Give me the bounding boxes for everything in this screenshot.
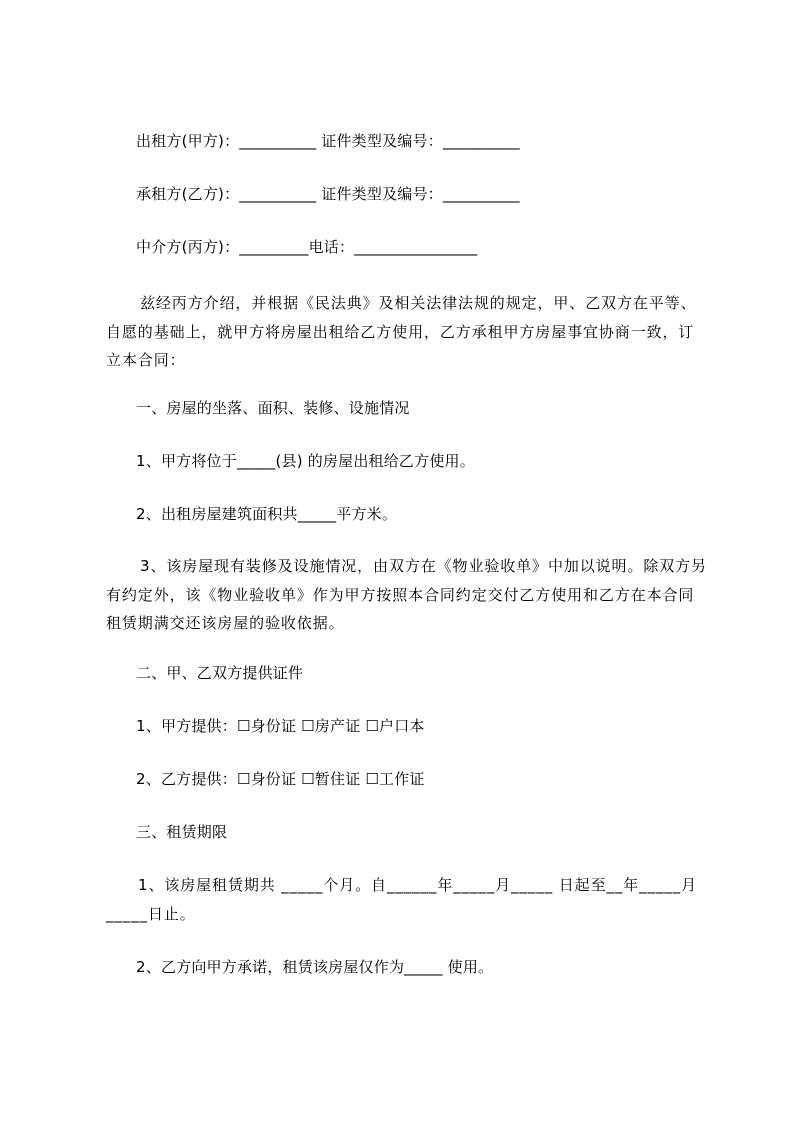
lessor-line: 出租方(甲方)：__________ 证件类型及编号：__________ (136, 132, 520, 150)
intro-line-2: 自愿的基础上，就甲方将房屋出租给乙方使用，乙方承租甲方房屋事宜协商一致，订 (106, 322, 695, 341)
section1-item3-line-2: 有约定外，该《物业验收单》作为甲方按照本合同约定交付乙方使用和乙方在本合同 (106, 585, 695, 604)
section2-item2: 2、乙方提供：☐身份证 ☐暂住证 ☐工作证 (136, 770, 425, 788)
section3-item2: 2、乙方向甲方承诺，租赁该房屋仅作为_____ 使用。 (136, 958, 494, 976)
section3-heading: 三、租赁期限 (136, 823, 228, 841)
section3-item1-line-1: 1、该房屋租赁期共 _____个月。自______年_____月_____ 日起至__年_____月 (138, 876, 698, 894)
intro-paragraph (106, 289, 706, 375)
section1-item3-line-3: 租赁期满交还该房屋的验收依据。 (106, 614, 345, 632)
section3-item1-line-2: _____日止。 (106, 904, 196, 923)
agent-line: 中介方(丙方)：_________电话：________________ (136, 238, 478, 256)
section1-item2: 2、出租房屋建筑面积共_____平方米。 (136, 505, 398, 523)
intro-line-1: 兹经丙方介绍，并根据《民法典》及相关法律法规的规定，甲、乙双方在平等、 (140, 294, 697, 312)
intro-line-3: 立本合同： (106, 351, 186, 369)
section3-item1 (106, 871, 706, 928)
section2-heading: 二、甲、乙双方提供证件 (136, 664, 304, 682)
section1-item3-line-1: 3、该房屋现有装修及设施情况，由双方在《物业验收单》中加以说明。除双方另 (140, 557, 707, 575)
section1-item3 (106, 552, 706, 638)
section2-item1: 1、甲方提供：☐身份证 ☐房产证 ☐户口本 (136, 717, 425, 735)
section1-item1: 1、甲方将位于_____(县) 的房屋出租给乙方使用。 (136, 452, 475, 470)
section1-heading: 一、房屋的坐落、面积、装修、设施情况 (136, 399, 410, 417)
lessee-line: 承租方(乙方)：__________ 证件类型及编号：__________ (136, 185, 520, 203)
